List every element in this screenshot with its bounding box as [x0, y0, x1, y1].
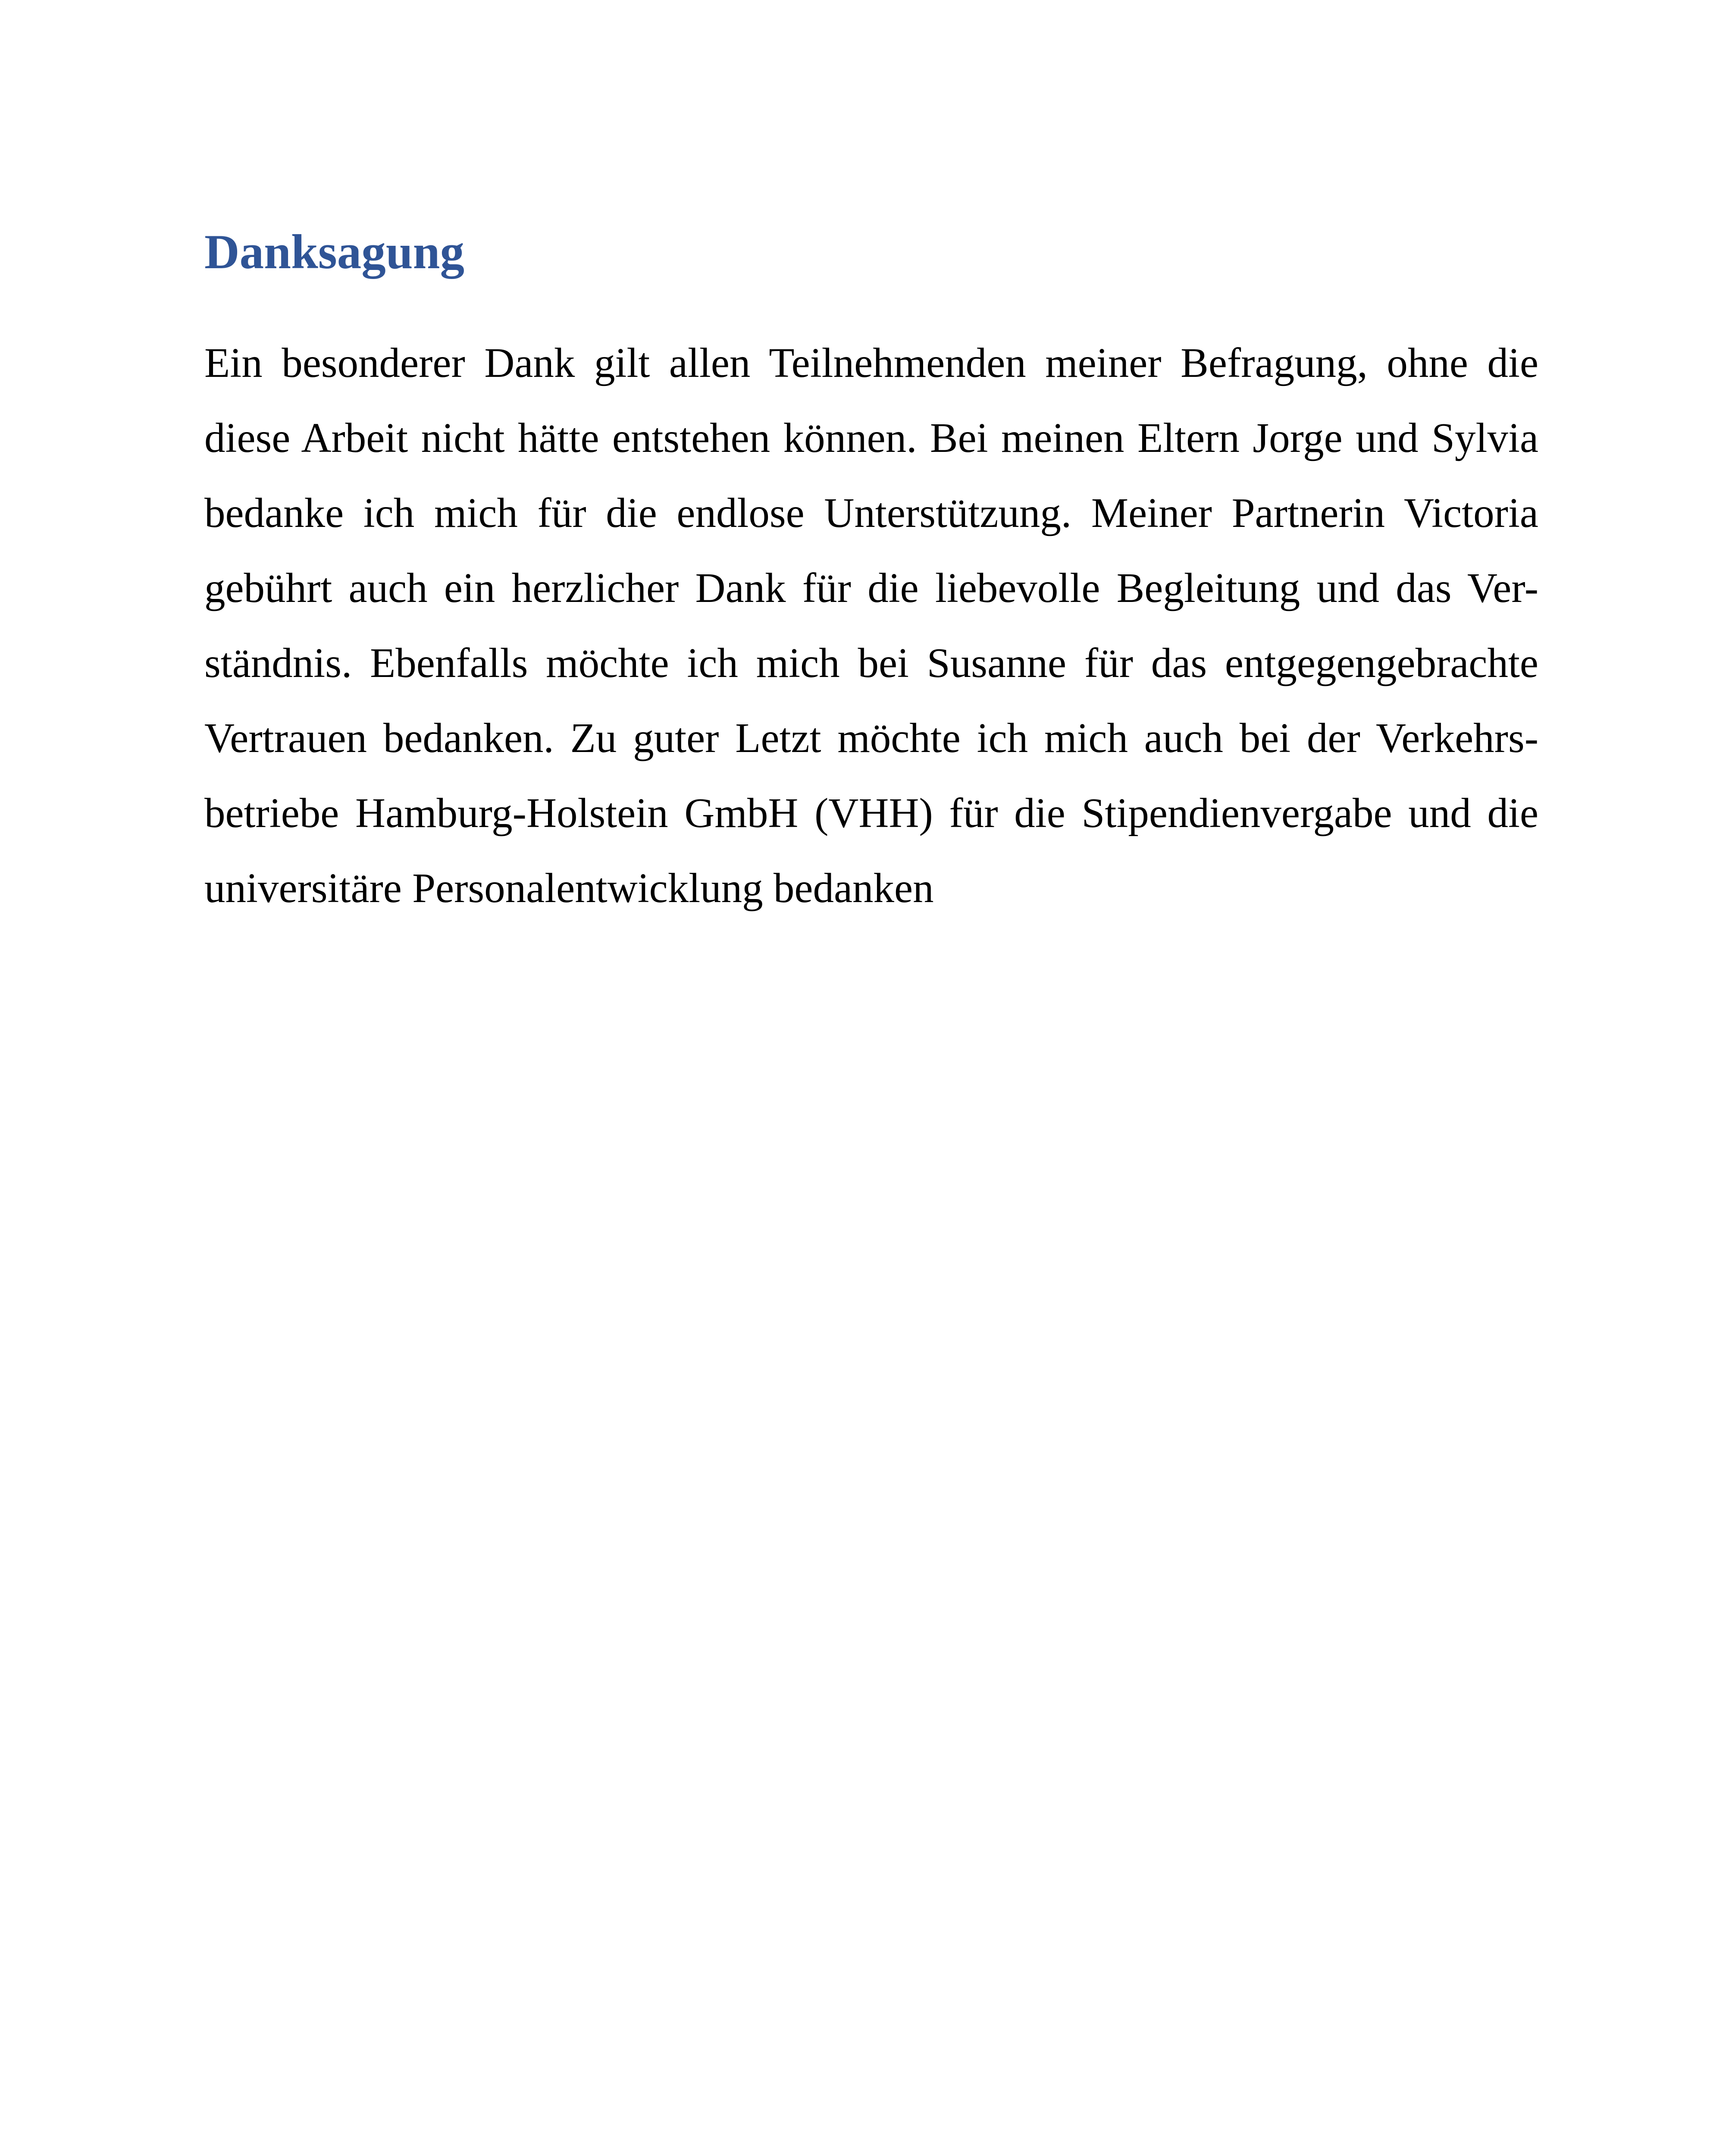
paragraph-line: betriebe Hamburg-Holstein GmbH (VHH) für die Stipendienvergabe und die: [204, 790, 1538, 836]
paragraph-line: bedanke ich mich für die endlose Unterstützung. Meiner Partnerin Victoria: [204, 490, 1538, 536]
paragraph-line: diese Arbeit nicht hätte entstehen können. Bei meinen Eltern Jorge und Sylvia: [204, 415, 1538, 461]
paragraph-line: universitäre Personalentwicklung bedanken: [204, 865, 934, 911]
paragraph-line: ständnis. Ebenfalls möchte ich mich bei Susanne für das entgegengebrachte: [204, 640, 1538, 686]
acknowledgement-paragraph: [204, 326, 1538, 926]
paragraph-line: gebührt auch ein herzlicher Dank für die liebevolle Begleitung und das Ver-: [204, 565, 1538, 611]
paragraph-line: Ein besonderer Dank gilt allen Teilnehmenden meiner Befragung, ohne die: [204, 340, 1538, 386]
page-title: Danksagung: [204, 225, 464, 279]
paragraph-line: Vertrauen bedanken. Zu guter Letzt möchte ich mich auch bei der Verkehrs-: [204, 715, 1538, 761]
